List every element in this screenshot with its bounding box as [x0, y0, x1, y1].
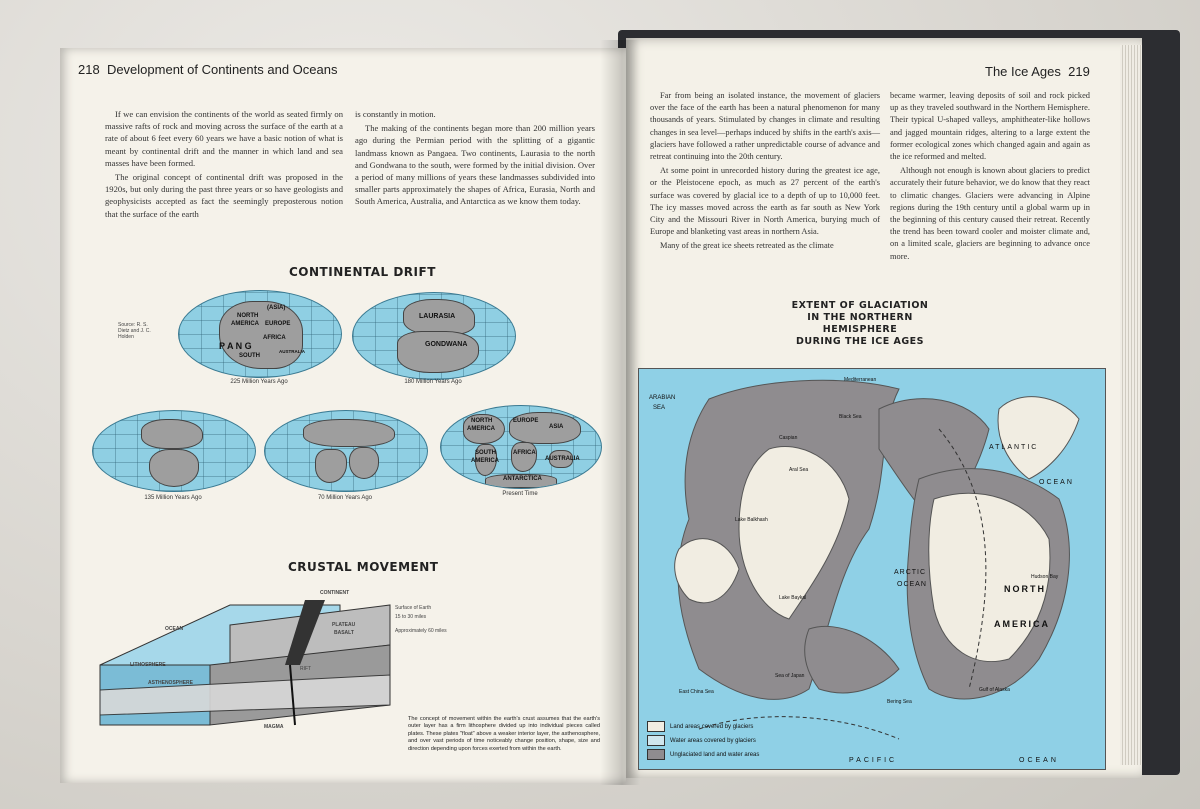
- left-page-header: [78, 62, 337, 77]
- crust-label: PLATEAU: [332, 622, 356, 628]
- globe-label: AMERICA: [231, 321, 259, 327]
- left-page-number: 218: [78, 62, 100, 77]
- globe-label: P A N G: [219, 341, 252, 351]
- globe-225-million: [178, 290, 342, 378]
- globe-label: AUSTRALIA: [279, 349, 305, 354]
- right-page-header: [985, 64, 1090, 79]
- right-running-title: The Ice Ages: [985, 64, 1061, 79]
- legend-item: [647, 735, 759, 746]
- paragraph: became warmer, leaving deposits of soil and rock picked up as they traveled southward in the Northern Hemisphere. Their typical U-shaped valleys, amphitheater-like hollows and jagged mountain ridges, altering to a large extent the former ecological zones which changed again and again as the ice reformed and melted.: [890, 91, 1090, 162]
- globe-180-million: [352, 292, 516, 380]
- map-legend: [647, 721, 759, 760]
- globe-label: AMERICA: [471, 458, 499, 464]
- globe-label: AFRICA: [513, 450, 536, 456]
- map-label: ARABIAN: [649, 395, 676, 401]
- globe-label: AFRICA: [263, 335, 286, 341]
- crust-label: Surface of Earth: [395, 605, 432, 611]
- crustal-movement-heading: CRUSTAL MOVEMENT: [288, 560, 439, 574]
- paragraph: Far from being an isolated instance, the movement of glaciers over the face of the earth has been a natural phenomenon for many thousands of years. Stimulated by changes in climate and resulting changes in sea level—perhaps induced by shifts in the earth's axis—glaciers have followed a rather unpredictable course of advance and retreat continuing into the 20th century.: [650, 91, 880, 162]
- crust-label: OCEAN: [165, 626, 184, 632]
- globe-label: AUSTRALIA: [545, 456, 580, 462]
- map-title-line: DURING THE ICE AGES: [795, 336, 925, 347]
- crustal-diagram: [90, 585, 430, 765]
- crust-caption: The concept of movement within the earth's crust assumes that the earth's outer layer has a firm lithosphere divided up into individual pieces called plates. These plates "float" above a weaker interior layer, the asthenosphere, and over vast periods of time noticeably change position, shape, size and direction depending upon forces exerted from within the earth.: [408, 716, 600, 752]
- map-label: Caspian: [779, 435, 798, 441]
- legend-label: Unglaciated land and water areas: [670, 751, 760, 758]
- globe-label: NORTH: [471, 418, 493, 424]
- globe-label: AMERICA: [467, 426, 495, 432]
- globe-label: LAURASIA: [419, 313, 456, 320]
- crust-label: BASALT: [334, 630, 354, 636]
- legend-item: [647, 749, 759, 760]
- right-text-column-1: [650, 90, 880, 255]
- crust-label: CONTINENT: [320, 590, 350, 596]
- globe-135-million: [92, 410, 256, 492]
- map-title-line: EXTENT OF GLACIATION: [791, 300, 929, 311]
- globe-70-million: [264, 410, 428, 492]
- map-label: NORTH: [1004, 584, 1046, 594]
- map-label: ARCTIC: [894, 569, 927, 576]
- globe-label: GONDWANA: [425, 341, 468, 348]
- map-label: Lake Balkhash: [735, 517, 768, 523]
- caption-70: 70 Million Years Ago: [317, 495, 373, 501]
- right-text-column-2: [890, 90, 1090, 265]
- map-label: Gulf of Alaska: [979, 687, 1010, 693]
- book-gutter: [600, 40, 640, 785]
- map-label: Aral Sea: [789, 467, 809, 473]
- map-label: ATLANTIC: [989, 444, 1039, 451]
- map-label: SEA: [653, 405, 666, 411]
- paragraph: The original concept of continental drift was proposed in the 1920s, but only during the past three years or so have geologists and geophysicists accepted as fact the seemingly preposterous notion that the surface of the earth: [105, 172, 343, 219]
- map-label: Sea of Japan: [775, 673, 805, 679]
- globe-label: (ASIA): [267, 305, 286, 311]
- legend-swatch: [647, 749, 665, 760]
- caption-225: 225 Million Years Ago: [230, 379, 288, 385]
- map-label: Mediterranean: [844, 377, 877, 383]
- map-title-line: IN THE NORTHERN HEMISPHERE: [807, 312, 913, 335]
- crust-label: ASTHENOSPHERE: [148, 680, 194, 686]
- crust-label: LITHOSPHERE: [130, 662, 166, 668]
- map-label: PACIFIC: [849, 757, 898, 764]
- crust-label: MAGMA: [264, 724, 284, 730]
- crust-label: RIFT: [300, 666, 312, 672]
- map-label: AMERICA: [994, 619, 1050, 629]
- globe-label: EUROPE: [265, 321, 291, 327]
- left-text-column-1: [105, 108, 343, 222]
- caption-180: 180 Million Years Ago: [404, 379, 462, 385]
- legend-label: Water areas covered by glaciers: [670, 737, 756, 744]
- paragraph: Many of the great ice sheets retreated as the climate: [660, 241, 834, 251]
- globe-present-time: [440, 405, 602, 489]
- caption-present: Present Time: [502, 491, 538, 497]
- map-label: Black Sea: [839, 414, 862, 420]
- right-page-number: 219: [1068, 64, 1090, 79]
- paragraph: If we can envision the continents of the world as seated firmly on massive rafts of rock and moving across the surface of the earth at a rate of about 6 feet every 60 years we have a basic notion of what is meant by continental drift and the manner in which land and sea masses have been formed.: [105, 109, 343, 168]
- left-text-column-2: [355, 108, 595, 210]
- drift-source-note: Source: R. S. Dietz and J. C. Holden: [118, 322, 151, 340]
- caption-135: 135 Million Years Ago: [144, 495, 202, 501]
- map-label: Lake Baykal: [779, 595, 807, 601]
- crust-label: 15 to 30 miles: [395, 614, 427, 620]
- map-label: East China Sea: [679, 689, 714, 695]
- legend-item: [647, 721, 759, 732]
- legend-swatch: [647, 721, 665, 732]
- page-edges: [1120, 45, 1142, 765]
- paragraph: The making of the continents began more than 200 million years ago during the Permian period with the splitting of a gigantic landmass known as Pangaea. Two continents, Laurasia to the north and Gondwana to the south, were formed by the initial division. Over a period of many millions of years these landmasses subdivided into smaller parts approximately the shapes of Africa, Eurasia, North and South America, Australia, and Antarctica as we know them today.: [355, 123, 595, 207]
- globe-label: ASIA: [549, 424, 564, 430]
- continental-drift-heading: CONTINENTAL DRIFT: [289, 265, 436, 279]
- map-label: Bering Sea: [887, 699, 912, 705]
- paragraph: At some point in unrecorded history during the greatest ice age, or the Pleistocene epoch, as much as 27 percent of the earth's surface was covered by glacial ice to a depth of up to 10,000 feet. The icy masses moved across the earth as far south as New York City and the Missouri River in North America, burying much of Europe and blanketing vast areas in northern Asia.: [650, 166, 880, 237]
- map-label: OCEAN: [1019, 757, 1059, 764]
- paragraph: Although not enough is known about glaciers to predict accurately their future behavior, we do know that they react to climatic changes. Glaciers were advancing in Alpine regions during the 19th century until a global warm up in the beginning of this century caused their retreat. Recently the trend has been toward cooler and moister climate and, on a limited scale, glaciers are beginning to advance once more.: [890, 166, 1090, 261]
- glaciation-map: [638, 368, 1106, 770]
- map-label: OCEAN: [897, 581, 927, 588]
- globe-label: EUROPE: [513, 418, 539, 424]
- map-label: OCEAN: [1039, 479, 1074, 486]
- left-running-title: Development of Continents and Oceans: [106, 62, 338, 77]
- legend-label: Land areas covered by glaciers: [670, 723, 754, 730]
- crust-label: Approximately 60 miles: [395, 628, 447, 634]
- globe-label: SOUTH: [475, 450, 496, 456]
- map-title: [780, 300, 940, 348]
- map-label: Hudson Bay: [1031, 574, 1059, 580]
- legend-swatch: [647, 735, 665, 746]
- globe-label: ANTARCTICA: [503, 476, 542, 482]
- paragraph: is constantly in motion.: [355, 109, 436, 119]
- globe-label: SOUTH: [239, 353, 260, 359]
- globe-label: NORTH: [237, 313, 259, 319]
- map-shapes: [639, 369, 1105, 769]
